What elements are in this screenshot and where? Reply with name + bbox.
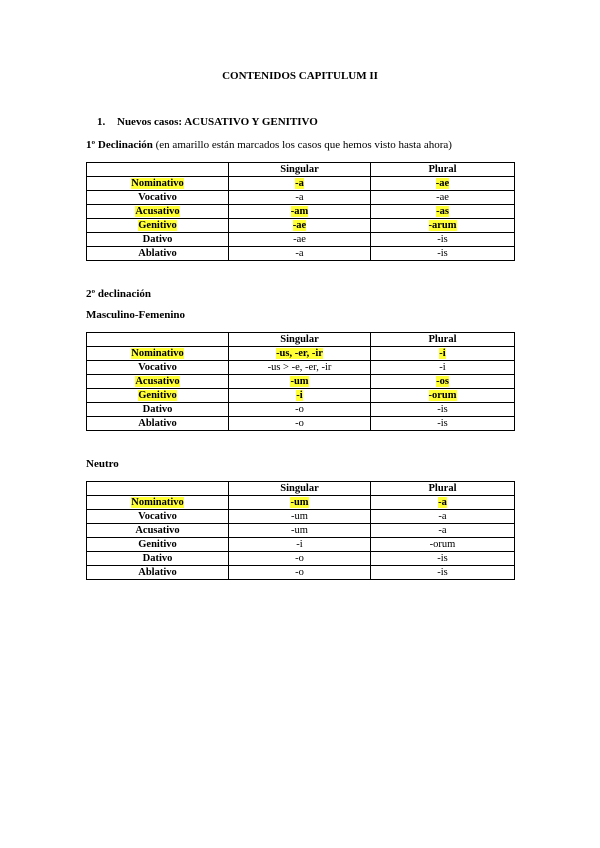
header-singular: Singular — [229, 333, 371, 347]
case-ablativo: Ablativo — [87, 247, 229, 261]
singular-ending: -ae — [292, 220, 307, 231]
header-case — [87, 163, 229, 177]
plural-ending: -a — [371, 524, 515, 538]
plural-ending: -arum — [428, 220, 457, 231]
case-nominativo: Nominativo — [131, 497, 184, 508]
plural-ending: -is — [371, 417, 515, 431]
singular-ending: -am — [290, 206, 309, 217]
plural-ending: -orum — [428, 390, 457, 401]
table-row — [87, 375, 515, 389]
case-genitivo: Genitivo — [138, 220, 177, 231]
case-vocativo: Vocativo — [87, 191, 229, 205]
table-row — [87, 566, 515, 580]
table-row — [87, 247, 515, 261]
header-plural: Plural — [371, 482, 515, 496]
second-declension-title: 2º declinación — [86, 288, 152, 300]
plural-ending: -ae — [371, 191, 515, 205]
table-row — [87, 177, 515, 191]
section-heading — [97, 116, 318, 128]
plural-ending: -a — [438, 497, 447, 508]
section-number: 1. — [97, 116, 106, 128]
case-ablativo: Ablativo — [87, 417, 229, 431]
singular-ending: -a — [229, 191, 371, 205]
table-row — [87, 403, 515, 417]
case-dativo: Dativo — [87, 403, 229, 417]
table-header-row — [87, 333, 515, 347]
masc-fem-title: Masculino-Femenino — [86, 309, 185, 321]
header-plural: Plural — [371, 163, 515, 177]
singular-ending: -us, -er, -ir — [276, 348, 323, 359]
table-row — [87, 361, 515, 375]
case-dativo: Dativo — [87, 233, 229, 247]
plural-ending: -is — [371, 403, 515, 417]
case-acusativo: Acusativo — [135, 206, 180, 217]
case-nominativo: Nominativo — [131, 178, 184, 189]
singular-ending: -i — [229, 538, 371, 552]
singular-ending: -o — [229, 417, 371, 431]
case-dativo: Dativo — [87, 552, 229, 566]
singular-ending: -um — [290, 497, 309, 508]
table-row — [87, 538, 515, 552]
plural-ending: -as — [436, 206, 449, 217]
plural-ending: -is — [371, 233, 515, 247]
singular-ending: -um — [229, 524, 371, 538]
header-case — [87, 333, 229, 347]
case-vocativo: Vocativo — [87, 510, 229, 524]
table-row — [87, 496, 515, 510]
table-row — [87, 347, 515, 361]
header-singular: Singular — [229, 163, 371, 177]
plural-ending: -is — [371, 552, 515, 566]
table-row — [87, 552, 515, 566]
table-row — [87, 417, 515, 431]
header-plural: Plural — [371, 333, 515, 347]
singular-ending: -o — [229, 403, 371, 417]
masc-fem-heading — [86, 309, 185, 321]
first-declension-heading — [86, 139, 452, 151]
case-nominativo: Nominativo — [131, 348, 184, 359]
singular-ending: -um — [290, 376, 309, 387]
header-case — [87, 482, 229, 496]
table-header-row — [87, 482, 515, 496]
section-title: Nuevos casos: ACUSATIVO Y GENITIVO — [117, 116, 318, 128]
first-declension-title: 1º Declinación — [86, 139, 153, 151]
plural-ending: -ae — [435, 178, 450, 189]
page-title: CONTENIDOS CAPITULUM II — [222, 70, 378, 82]
case-genitivo: Genitivo — [87, 538, 229, 552]
masc-fem-table — [86, 332, 515, 431]
singular-ending: -o — [229, 566, 371, 580]
second-declension-heading — [86, 288, 151, 300]
plural-ending: -os — [436, 376, 449, 387]
singular-ending: -i — [296, 390, 303, 401]
case-acusativo: Acusativo — [87, 524, 229, 538]
first-declension-note: (en amarillo están marcados los casos que hemos visto hasta ahora) — [155, 139, 452, 151]
table-row — [87, 205, 515, 219]
singular-ending: -a — [229, 247, 371, 261]
header-singular: Singular — [229, 482, 371, 496]
case-acusativo: Acusativo — [135, 376, 180, 387]
case-vocativo: Vocativo — [87, 361, 229, 375]
plural-ending: -a — [371, 510, 515, 524]
singular-ending: -a — [295, 178, 304, 189]
neutro-heading — [86, 458, 119, 470]
table-header-row — [87, 163, 515, 177]
table-row — [87, 219, 515, 233]
plural-ending: -is — [371, 247, 515, 261]
table-row — [87, 510, 515, 524]
singular-ending: -um — [229, 510, 371, 524]
case-genitivo: Genitivo — [138, 390, 177, 401]
first-declension-table — [86, 162, 515, 261]
plural-ending: -orum — [371, 538, 515, 552]
case-ablativo: Ablativo — [87, 566, 229, 580]
table-row — [87, 191, 515, 205]
plural-ending: -i — [439, 348, 446, 359]
table-row — [87, 233, 515, 247]
neutro-table — [86, 481, 515, 580]
plural-ending: -i — [371, 361, 515, 375]
neutro-title: Neutro — [86, 458, 119, 470]
singular-ending: -us > -e, -er, -ir — [229, 361, 371, 375]
singular-ending: -o — [229, 552, 371, 566]
singular-ending: -ae — [229, 233, 371, 247]
plural-ending: -is — [371, 566, 515, 580]
table-row — [87, 389, 515, 403]
table-row — [87, 524, 515, 538]
